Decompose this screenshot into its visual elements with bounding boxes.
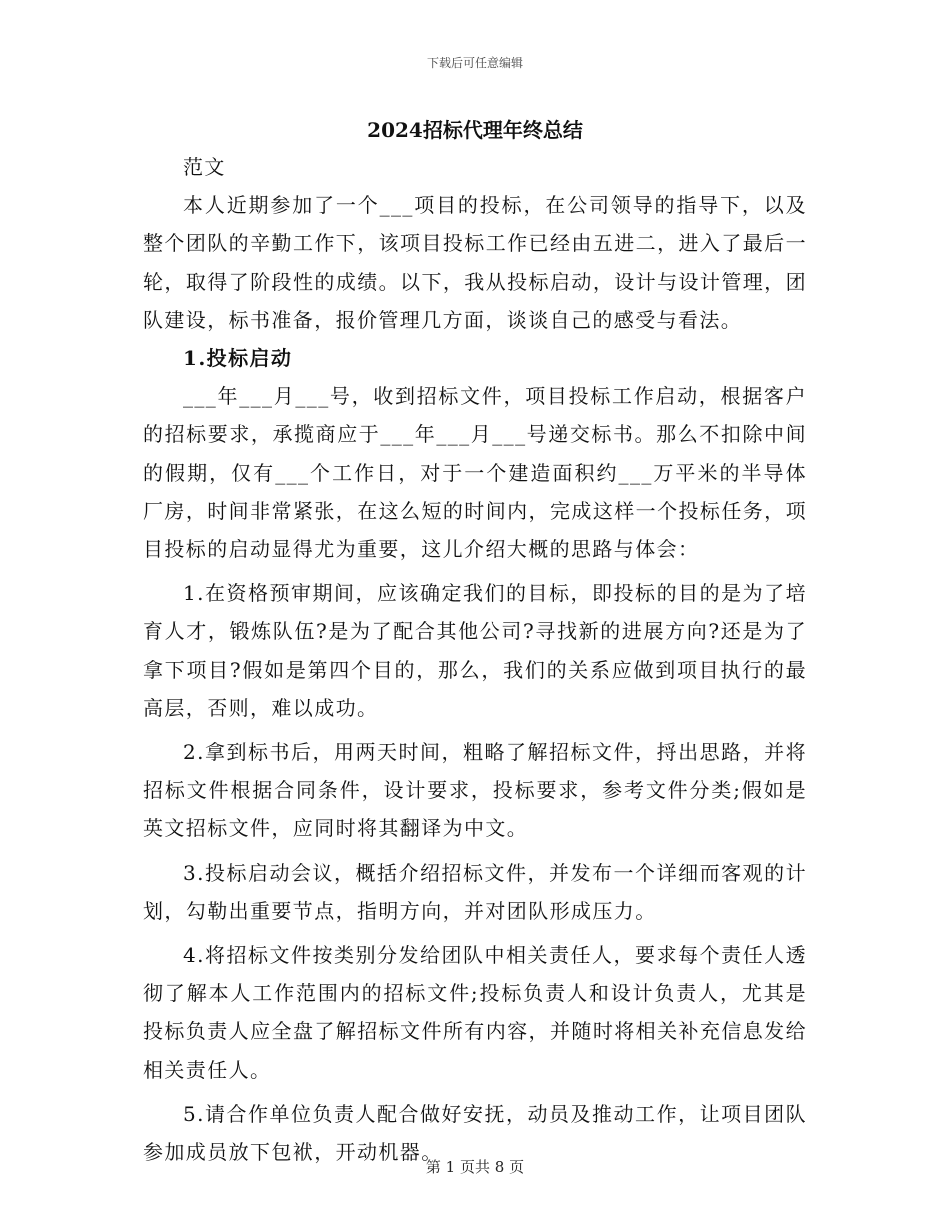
list-item-4: 4.将招标文件按类别分发给团队中相关责任人，要求每个责任人透彻了解本人工作范围内的招标文件;投标负责人和设计负责人，尤其是投标负责人应全盘了解招标文件所有内容，并随时将相关补充信息发给相关责任人。 xyxy=(143,943,807,1082)
section-heading: 1.投标启动 xyxy=(183,346,293,371)
list-item-2: 2.拿到标书后，用两天时间，粗略了解招标文件，捋出思路，并将招标文件根据合同条件，设计要求，投标要求，参考文件分类;假如是英文招标文件，应同时将其翻译为中文。 xyxy=(143,740,807,841)
document-body xyxy=(143,148,807,1171)
paragraph-fanwen: 范文 xyxy=(183,155,226,179)
list-item-5: 5.请合作单位负责人配合做好安抚，动员及推动工作，让项目团队参加成员放下包袱，开动机器。 xyxy=(143,1101,807,1165)
list-item-3: 3.投标启动会议，概括介绍招标文件，并发布一个详细而客观的计划，勾勒出重要节点，指明方向，并对团队形成压力。 xyxy=(143,860,807,923)
document-title: 2024招标代理年终总结 xyxy=(367,118,583,142)
paragraph-intro: 本人近期参加了一个___项目的投标，在公司领导的指导下，以及整个团队的辛勤工作下，该项目投标工作已经由五进二，进入了最后一轮，取得了阶段性的成绩。以下，我从投标启动，设计与设计管理，团队建设，标书准备，报价管理几方面，谈谈自己的感受与看法。 xyxy=(143,193,807,332)
paragraph-kickoff: ___年___月___号，收到招标文件，项目投标工作启动，根据客户的招标要求，承揽商应于___年___月___号递交标书。那么不扣除中间的假期，仅有___个工作日，对于一个建造面积约___万平米的半导体厂房，时间非常紧张，在这么短的时间内，完成这样一个投标任务，项目投标的启动显得尤为重要，这儿介绍大概的思路与体会： xyxy=(143,384,807,562)
list-item-1: 1.在资格预审期间，应该确定我们的目标，即投标的目的是为了培育人才，锻炼队伍?是为了配合其他公司?寻找新的进展方向?还是为了拿下项目?假如是第四个目的，那么，我们的关系应做到项目执行的最高层，否则，难以成功。 xyxy=(143,581,807,720)
header-note: 下载后可任意编辑 xyxy=(426,56,523,70)
page-footer: 第 1 页共 8 页 xyxy=(425,1158,525,1176)
